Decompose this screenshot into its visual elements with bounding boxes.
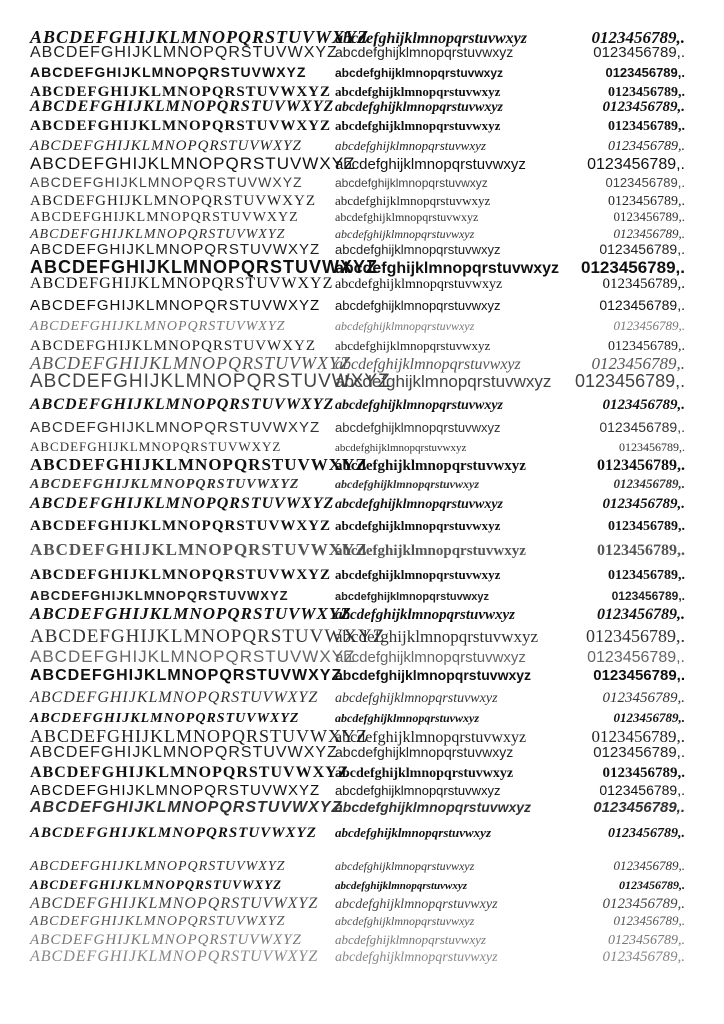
specimen-row <box>30 496 694 512</box>
specimen-row <box>30 745 694 761</box>
specimen-row <box>30 668 694 684</box>
specimen-row <box>30 175 694 191</box>
specimen-row <box>30 372 694 391</box>
lowercase-alphabet: abcdefghijklmnopqrstuvwxyz <box>335 84 501 99</box>
lowercase-alphabet: abcdefghijklmnopqrstuvwxyz <box>335 711 480 725</box>
lowercase-alphabet: abcdefghijklmnopqrstuvwxyz <box>335 100 504 115</box>
lowercase-alphabet: abcdefghijklmnopqrstuvwxyz <box>335 518 501 533</box>
digits-and-punctuation: 0123456789,. <box>597 457 685 474</box>
digits-and-punctuation: 0123456789,. <box>602 896 685 912</box>
uppercase-alphabet: ABCDEFGHIJKLMNOPQRSTUVWXYZ <box>30 154 356 173</box>
digits-and-punctuation: 0123456789,. <box>586 626 685 646</box>
digits-and-punctuation: 0123456789,. <box>613 913 685 928</box>
uppercase-alphabet: ABCDEFGHIJKLMNOPQRSTUVWXYZ <box>30 396 335 413</box>
lowercase-alphabet: abcdefghijklmnopqrstuvwxyz <box>335 932 486 947</box>
lowercase-alphabet: abcdefghijklmnopqrstuvwxyz <box>335 298 501 313</box>
digits-and-punctuation: 0123456789,. <box>593 667 685 684</box>
specimen-row <box>30 567 694 583</box>
lowercase-alphabet: abcdefghijklmnopqrstuvwxyz <box>335 66 504 80</box>
digits-and-punctuation: 0123456789,. <box>605 65 685 80</box>
lowercase-alphabet: abcdefghijklmnopqrstuvwxyz <box>335 372 552 391</box>
uppercase-alphabet: ABCDEFGHIJKLMNOPQRSTUVWXYZ <box>30 518 332 534</box>
specimen-row <box>30 710 694 726</box>
digits-and-punctuation: 0123456789,. <box>575 371 686 391</box>
specimen-row <box>30 65 694 81</box>
digits-and-punctuation: 0123456789,. <box>597 606 685 623</box>
lowercase-alphabet: abcdefghijklmnopqrstuvwxyz <box>335 783 501 798</box>
uppercase-alphabet: ABCDEFGHIJKLMNOPQRSTUVWXYZ <box>30 44 338 61</box>
digits-and-punctuation: 0123456789,. <box>599 241 685 257</box>
uppercase-alphabet: ABCDEFGHIJKLMNOPQRSTUVWXYZ <box>30 439 282 454</box>
specimen-row <box>30 765 694 781</box>
uppercase-alphabet: ABCDEFGHIJKLMNOPQRSTUVWXYZ <box>30 297 321 314</box>
specimen-row <box>30 800 694 816</box>
digits-and-punctuation: 0123456789,. <box>608 139 685 154</box>
digits-and-punctuation: 0123456789,. <box>602 276 685 292</box>
uppercase-alphabet: ABCDEFGHIJKLMNOPQRSTUVWXYZ <box>30 227 286 242</box>
uppercase-alphabet: ABCDEFGHIJKLMNOPQRSTUVWXYZ <box>30 338 317 354</box>
digits-and-punctuation: 0123456789,. <box>593 799 685 816</box>
lowercase-alphabet: abcdefghijklmnopqrstuvwxyz <box>335 477 480 491</box>
digits-and-punctuation: 0123456789,. <box>608 519 685 534</box>
uppercase-alphabet: ABCDEFGHIJKLMNOPQRSTUVWXYZ <box>30 174 303 190</box>
lowercase-alphabet: abcdefghijklmnopqrstuvwxyz <box>335 649 526 666</box>
digits-and-punctuation: 0123456789,. <box>602 496 685 512</box>
specimen-row <box>30 209 694 225</box>
specimen-row <box>30 318 694 334</box>
digits-and-punctuation: 0123456789,. <box>587 649 685 666</box>
lowercase-alphabet: abcdefghijklmnopqrstuvwxyz <box>335 897 498 912</box>
specimen-row <box>30 541 694 559</box>
uppercase-alphabet: ABCDEFGHIJKLMNOPQRSTUVWXYZ <box>30 84 332 100</box>
digits-and-punctuation: 0123456789,. <box>608 568 685 583</box>
uppercase-alphabet: ABCDEFGHIJKLMNOPQRSTUVWXYZ <box>30 98 335 115</box>
lowercase-alphabet: abcdefghijklmnopqrstuvwxyz <box>335 799 532 815</box>
uppercase-alphabet: ABCDEFGHIJKLMNOPQRSTUVWXYZ <box>30 948 319 965</box>
uppercase-alphabet: ABCDEFGHIJKLMNOPQRSTUVWXYZ <box>30 419 321 436</box>
uppercase-alphabet: ABCDEFGHIJKLMNOPQRSTUVWXYZ <box>30 64 307 80</box>
lowercase-alphabet: abcdefghijklmnopqrstuvwxyz <box>335 667 532 683</box>
lowercase-alphabet: abcdefghijklmnopqrstuvwxyz <box>335 356 521 373</box>
uppercase-alphabet: ABCDEFGHIJKLMNOPQRSTUVWXYZ <box>30 825 317 841</box>
digits-and-punctuation: 0123456789,. <box>591 727 685 746</box>
digits-and-punctuation: 0123456789,. <box>602 765 685 781</box>
lowercase-alphabet: abcdefghijklmnopqrstuvwxyz <box>335 458 526 474</box>
lowercase-alphabet: abcdefghijklmnopqrstuvwxyz <box>335 156 526 173</box>
digits-and-punctuation: 0123456789,. <box>602 99 685 115</box>
uppercase-alphabet: ABCDEFGHIJKLMNOPQRSTUVWXYZ <box>30 371 391 392</box>
digits-and-punctuation: 0123456789,. <box>619 440 685 454</box>
specimen-row <box>30 456 694 474</box>
uppercase-alphabet: ABCDEFGHIJKLMNOPQRSTUVWXYZ <box>30 540 368 559</box>
uppercase-alphabet: ABCDEFGHIJKLMNOPQRSTUVWXYZ <box>30 567 332 583</box>
lowercase-alphabet: abcdefghijklmnopqrstuvwxyz <box>335 627 539 646</box>
digits-and-punctuation: 0123456789,. <box>591 354 685 373</box>
lowercase-alphabet: abcdefghijklmnopqrstuvwxyz <box>335 729 527 746</box>
lowercase-alphabet: abcdefghijklmnopqrstuvwxyz <box>335 567 501 582</box>
uppercase-alphabet: ABCDEFGHIJKLMNOPQRSTUVWXYZ <box>30 859 286 874</box>
specimen-row <box>30 118 694 134</box>
digits-and-punctuation: 0123456789,. <box>581 258 685 277</box>
uppercase-alphabet: ABCDEFGHIJKLMNOPQRSTUVWXYZ <box>30 647 356 666</box>
lowercase-alphabet: abcdefghijklmnopqrstuvwxyz <box>335 442 467 454</box>
lowercase-alphabet: abcdefghijklmnopqrstuvwxyz <box>335 859 475 873</box>
lowercase-alphabet: abcdefghijklmnopqrstuvwxyz <box>335 420 501 435</box>
digits-and-punctuation: 0123456789,. <box>593 744 685 761</box>
uppercase-alphabet: ABCDEFGHIJKLMNOPQRSTUVWXYZ <box>30 118 332 134</box>
uppercase-alphabet: ABCDEFGHIJKLMNOPQRSTUVWXYZ <box>30 319 286 334</box>
specimen-row <box>30 896 694 912</box>
specimen-row <box>30 226 694 242</box>
uppercase-alphabet: ABCDEFGHIJKLMNOPQRSTUVWXYZ <box>30 455 368 474</box>
digits-and-punctuation: 0123456789,. <box>591 28 685 47</box>
uppercase-alphabet: ABCDEFGHIJKLMNOPQRSTUVWXYZ <box>30 275 334 292</box>
digits-and-punctuation: 0123456789,. <box>599 782 685 798</box>
lowercase-alphabet: abcdefghijklmnopqrstuvwxyz <box>335 398 504 413</box>
lowercase-alphabet: abcdefghijklmnopqrstuvwxyz <box>335 319 475 333</box>
uppercase-alphabet: ABCDEFGHIJKLMNOPQRSTUVWXYZ <box>30 27 370 47</box>
specimen-row <box>30 338 694 354</box>
digits-and-punctuation: 0123456789,. <box>599 419 685 435</box>
digits-and-punctuation: 0123456789,. <box>613 318 685 333</box>
specimen-row <box>30 397 694 413</box>
digits-and-punctuation: 0123456789,. <box>599 297 685 313</box>
digits-and-punctuation: 0123456789,. <box>608 933 685 948</box>
uppercase-alphabet: ABCDEFGHIJKLMNOPQRSTUVWXYZ <box>30 914 286 929</box>
specimen-row <box>30 138 694 154</box>
uppercase-alphabet: ABCDEFGHIJKLMNOPQRSTUVWXYZ <box>30 744 338 761</box>
lowercase-alphabet: abcdefghijklmnopqrstuvwxyz <box>335 30 528 47</box>
lowercase-alphabet: abcdefghijklmnopqrstuvwxyz <box>335 227 475 241</box>
specimen-row <box>30 193 694 209</box>
specimen-row <box>30 913 694 929</box>
uppercase-alphabet: ABCDEFGHIJKLMNOPQRSTUVWXYZ <box>30 726 369 746</box>
digits-and-punctuation: 0123456789,. <box>587 156 685 173</box>
uppercase-alphabet: ABCDEFGHIJKLMNOPQRSTUVWXYZ <box>30 257 379 277</box>
lowercase-alphabet: abcdefghijklmnopqrstuvwxyz <box>335 118 501 133</box>
lowercase-alphabet: abcdefghijklmnopqrstuvwxyz <box>335 766 514 781</box>
uppercase-alphabet: ABCDEFGHIJKLMNOPQRSTUVWXYZ <box>30 193 317 209</box>
digits-and-punctuation: 0123456789,. <box>613 710 685 725</box>
uppercase-alphabet: ABCDEFGHIJKLMNOPQRSTUVWXYZ <box>30 782 321 799</box>
digits-and-punctuation: 0123456789,. <box>613 209 685 224</box>
specimen-row <box>30 588 694 604</box>
lowercase-alphabet: abcdefghijklmnopqrstuvwxyz <box>335 277 503 292</box>
uppercase-alphabet: ABCDEFGHIJKLMNOPQRSTUVWXYZ <box>30 667 343 684</box>
digits-and-punctuation: 0123456789,. <box>608 339 685 354</box>
specimen-row <box>30 858 694 874</box>
uppercase-alphabet: ABCDEFGHIJKLMNOPQRSTUVWXYZ <box>30 353 351 373</box>
specimen-row <box>30 99 694 115</box>
uppercase-alphabet: ABCDEFGHIJKLMNOPQRSTUVWXYZ <box>30 689 319 706</box>
specimen-row <box>30 825 694 841</box>
uppercase-alphabet: ABCDEFGHIJKLMNOPQRSTUVWXYZ <box>30 764 350 781</box>
lowercase-alphabet: abcdefghijklmnopqrstuvwxyz <box>335 691 498 706</box>
specimen-row <box>30 155 694 173</box>
uppercase-alphabet: ABCDEFGHIJKLMNOPQRSTUVWXYZ <box>30 799 343 816</box>
specimen-row <box>30 420 694 436</box>
uppercase-alphabet: ABCDEFGHIJKLMNOPQRSTUVWXYZ <box>30 210 299 225</box>
specimen-row <box>30 877 694 893</box>
digits-and-punctuation: 0123456789,. <box>613 226 685 241</box>
uppercase-alphabet: ABCDEFGHIJKLMNOPQRSTUVWXYZ <box>30 895 319 912</box>
digits-and-punctuation: 0123456789,. <box>619 878 685 892</box>
specimen-row <box>30 298 694 314</box>
uppercase-alphabet: ABCDEFGHIJKLMNOPQRSTUVWXYZ <box>30 932 302 948</box>
specimen-row <box>30 439 694 455</box>
lowercase-alphabet: abcdefghijklmnopqrstuvwxyz <box>335 176 488 190</box>
lowercase-alphabet: abcdefghijklmnopqrstuvwxyz <box>335 193 491 208</box>
specimen-row <box>30 605 694 623</box>
lowercase-alphabet: abcdefghijklmnopqrstuvwxyz <box>335 44 514 60</box>
lowercase-alphabet: abcdefghijklmnopqrstuvwxyz <box>335 338 491 353</box>
digits-and-punctuation: 0123456789,. <box>611 589 685 603</box>
lowercase-alphabet: abcdefghijklmnopqrstuvwxyz <box>335 744 514 760</box>
specimen-row <box>30 276 694 292</box>
uppercase-alphabet: ABCDEFGHIJKLMNOPQRSTUVWXYZ <box>30 604 352 623</box>
uppercase-alphabet: ABCDEFGHIJKLMNOPQRSTUVWXYZ <box>30 477 300 492</box>
digits-and-punctuation: 0123456789,. <box>602 397 685 413</box>
digits-and-punctuation: 0123456789,. <box>613 476 685 491</box>
lowercase-alphabet: abcdefghijklmnopqrstuvwxyz <box>335 260 560 277</box>
lowercase-alphabet: abcdefghijklmnopqrstuvwxyz <box>335 497 504 512</box>
lowercase-alphabet: abcdefghijklmnopqrstuvwxyz <box>335 950 498 965</box>
digits-and-punctuation: 0123456789,. <box>602 949 685 965</box>
specimen-row <box>30 690 694 706</box>
lowercase-alphabet: abcdefghijklmnopqrstuvwxyz <box>335 138 486 153</box>
digits-and-punctuation: 0123456789,. <box>593 44 685 61</box>
lowercase-alphabet: abcdefghijklmnopqrstuvwxyz <box>335 591 490 603</box>
lowercase-alphabet: abcdefghijklmnopqrstuvwxyz <box>335 543 526 559</box>
digits-and-punctuation: 0123456789,. <box>608 85 685 100</box>
digits-and-punctuation: 0123456789,. <box>608 119 685 134</box>
lowercase-alphabet: abcdefghijklmnopqrstuvwxyz <box>335 825 492 840</box>
specimen-row <box>30 242 694 258</box>
digits-and-punctuation: 0123456789,. <box>605 175 685 190</box>
lowercase-alphabet: abcdefghijklmnopqrstuvwxyz <box>335 607 516 623</box>
lowercase-alphabet: abcdefghijklmnopqrstuvwxyz <box>335 880 468 892</box>
lowercase-alphabet: abcdefghijklmnopqrstuvwxyz <box>335 210 479 224</box>
uppercase-alphabet: ABCDEFGHIJKLMNOPQRSTUVWXYZ <box>30 495 335 512</box>
specimen-row <box>30 648 694 666</box>
digits-and-punctuation: 0123456789,. <box>602 690 685 706</box>
lowercase-alphabet: abcdefghijklmnopqrstuvwxyz <box>335 242 501 257</box>
digits-and-punctuation: 0123456789,. <box>608 826 685 841</box>
specimen-row <box>30 949 694 965</box>
specimen-row <box>30 45 694 61</box>
lowercase-alphabet: abcdefghijklmnopqrstuvwxyz <box>335 914 475 928</box>
specimen-row <box>30 518 694 534</box>
uppercase-alphabet: ABCDEFGHIJKLMNOPQRSTUVWXYZ <box>30 138 302 154</box>
uppercase-alphabet: ABCDEFGHIJKLMNOPQRSTUVWXYZ <box>30 241 321 258</box>
specimen-row <box>30 627 694 646</box>
uppercase-alphabet: ABCDEFGHIJKLMNOPQRSTUVWXYZ <box>30 626 386 647</box>
specimen-row <box>30 783 694 799</box>
specimen-row <box>30 476 694 492</box>
digits-and-punctuation: 0123456789,. <box>608 194 685 209</box>
digits-and-punctuation: 0123456789,. <box>613 858 685 873</box>
digits-and-punctuation: 0123456789,. <box>597 542 685 559</box>
uppercase-alphabet: ABCDEFGHIJKLMNOPQRSTUVWXYZ <box>30 877 283 892</box>
uppercase-alphabet: ABCDEFGHIJKLMNOPQRSTUVWXYZ <box>30 588 289 603</box>
uppercase-alphabet: ABCDEFGHIJKLMNOPQRSTUVWXYZ <box>30 711 300 726</box>
specimen-row <box>30 932 694 948</box>
